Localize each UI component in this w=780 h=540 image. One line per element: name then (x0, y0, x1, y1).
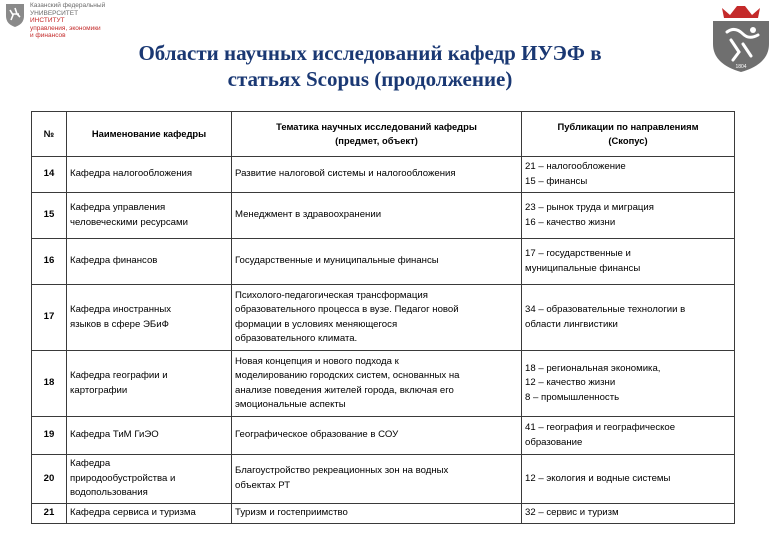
publication-line: 8 – промышленность (525, 391, 620, 403)
department-line: человеческими ресурсами (70, 216, 188, 228)
department-line: водопользования (70, 487, 148, 498)
topic-line: анализе поведения жителей города, включая его (235, 384, 454, 396)
col-header-num (32, 112, 67, 157)
department-line: Кафедра финансов (70, 255, 158, 267)
univ-name-line: Казанский федеральный (30, 2, 106, 9)
topic-cell (232, 503, 522, 523)
topic-cell (232, 455, 522, 504)
topic-line: Географическое образование в СОУ (235, 429, 399, 441)
page-title (60, 40, 680, 92)
department-line: языков в сфере ЭБиФ (70, 318, 169, 330)
publication-line: 21 – налогообложение (525, 161, 626, 172)
table-row (32, 157, 735, 193)
publication-line: области лингвистики (525, 318, 618, 330)
topic-cell (232, 417, 522, 455)
table-row (32, 193, 735, 239)
inst-name-line: ИНСТИТУТ (30, 17, 65, 24)
publication-line: 41 – география и географическое (525, 422, 676, 433)
topic-cell (232, 351, 522, 417)
topic-line: Развитие налоговой системы и налогообложения (235, 168, 456, 180)
col-header-publications (522, 112, 735, 157)
publication-line: 23 – рынок труда и миграция (525, 202, 654, 213)
publication-line: муниципальные финансы (525, 262, 641, 274)
department-line: Кафедра иностранных (70, 304, 172, 315)
department-cell (67, 351, 232, 417)
topic-line: Туризм и гостеприимство (235, 506, 348, 518)
university-emblem-icon (4, 2, 26, 28)
header-text-line: (Скопус) (608, 135, 648, 146)
row-number: 18 (32, 351, 67, 417)
topic-line: образовательного процесса в вузе. Педагог новой (235, 304, 459, 315)
department-line: природообустройства и (70, 472, 176, 484)
row-number: 19 (32, 417, 67, 455)
publication-line: 12 – качество жизни (525, 377, 616, 389)
topic-line: объектах РТ (235, 479, 291, 491)
department-cell (67, 193, 232, 239)
table-row (32, 285, 735, 351)
department-line: Кафедра (70, 458, 111, 469)
department-line: Кафедра ТиМ ГиЭО (70, 429, 159, 441)
topic-cell (232, 239, 522, 285)
header-text-line: Публикации по направлениям (557, 120, 699, 132)
row-number: 17 (32, 285, 67, 351)
emblem-year: 1804 (735, 64, 747, 70)
table-row (32, 455, 735, 504)
publications-cell (522, 285, 735, 351)
publications-cell (522, 455, 735, 504)
departments-table (31, 111, 735, 524)
row-number: 14 (32, 157, 67, 193)
department-line: Кафедра управления (70, 202, 166, 213)
row-number: 15 (32, 193, 67, 239)
header-row (32, 112, 735, 157)
department-cell (67, 455, 232, 504)
table-row (32, 239, 735, 285)
topic-line: Государственные и муниципальные финансы (235, 255, 439, 267)
header-text-line: (предмет, объект) (335, 135, 418, 146)
publications-cell (522, 193, 735, 239)
row-number: 16 (32, 239, 67, 285)
publications-cell (522, 157, 735, 193)
table-row (32, 351, 735, 417)
department-line: Кафедра географии и (70, 370, 168, 381)
publication-line: 16 – качество жизни (525, 216, 616, 228)
department-cell (67, 285, 232, 351)
topic-line: Менеджмент в здравоохранении (235, 209, 382, 221)
department-cell (67, 157, 232, 193)
publications-cell (522, 503, 735, 523)
publication-line: 15 – финансы (525, 175, 588, 187)
table-row (32, 503, 735, 523)
publication-line: 32 – сервис и туризм (525, 506, 619, 518)
topic-line: формации в условиях меняющегося (235, 318, 398, 330)
publication-line: образование (525, 436, 583, 448)
department-line: Кафедра налогообложения (70, 168, 193, 180)
publications-cell (522, 417, 735, 455)
department-cell (67, 239, 232, 285)
publications-cell (522, 239, 735, 285)
topic-line: образовательного климата. (235, 333, 358, 344)
crest-icon (708, 4, 774, 74)
department-line: картографии (70, 384, 128, 396)
topic-cell (232, 285, 522, 351)
table-row (32, 417, 735, 455)
topic-line: эмоциональные аспекты (235, 399, 346, 410)
topic-line: Новая концепция и нового подхода к (235, 355, 399, 367)
publication-line: 17 – государственные и (525, 248, 631, 259)
institute-logo (4, 2, 105, 40)
publications-cell (522, 351, 735, 417)
institute-name (30, 2, 105, 40)
row-number: 20 (32, 455, 67, 504)
department-line: Кафедра сервиса и туризма (70, 506, 196, 518)
inst-name-line: и финансов (30, 32, 66, 39)
department-cell (67, 417, 232, 455)
inst-name-line: управления, экономики (30, 24, 101, 32)
col-header-department (67, 112, 232, 157)
title-line: статьях Scopus (продолжение) (227, 67, 513, 91)
header-text-line: Наименование кафедры (91, 127, 207, 139)
topic-cell (232, 157, 522, 193)
publication-line: 34 – образовательные технологии в (525, 304, 686, 315)
publication-line: 18 – региональная экономика, (525, 362, 661, 374)
department-cell (67, 503, 232, 523)
header-text-line: Тематика научных исследований кафедры (276, 120, 477, 132)
topic-cell (232, 193, 522, 239)
title-line: Области научных исследований кафедр ИУЭФ в (138, 41, 602, 65)
publication-line: 12 – экология и водные системы (525, 472, 671, 484)
univ-name-line: УНИВЕРСИТЕТ (30, 9, 79, 17)
row-number: 21 (32, 503, 67, 523)
topic-line: Психолого-педагогическая трансформация (235, 289, 428, 301)
topic-line: моделированию городских систем, основанных на (235, 370, 460, 381)
col-header-topic (232, 112, 522, 157)
header-text-line: № (43, 127, 55, 139)
topic-line: Благоустройство рекреационных зон на водных (235, 465, 449, 477)
